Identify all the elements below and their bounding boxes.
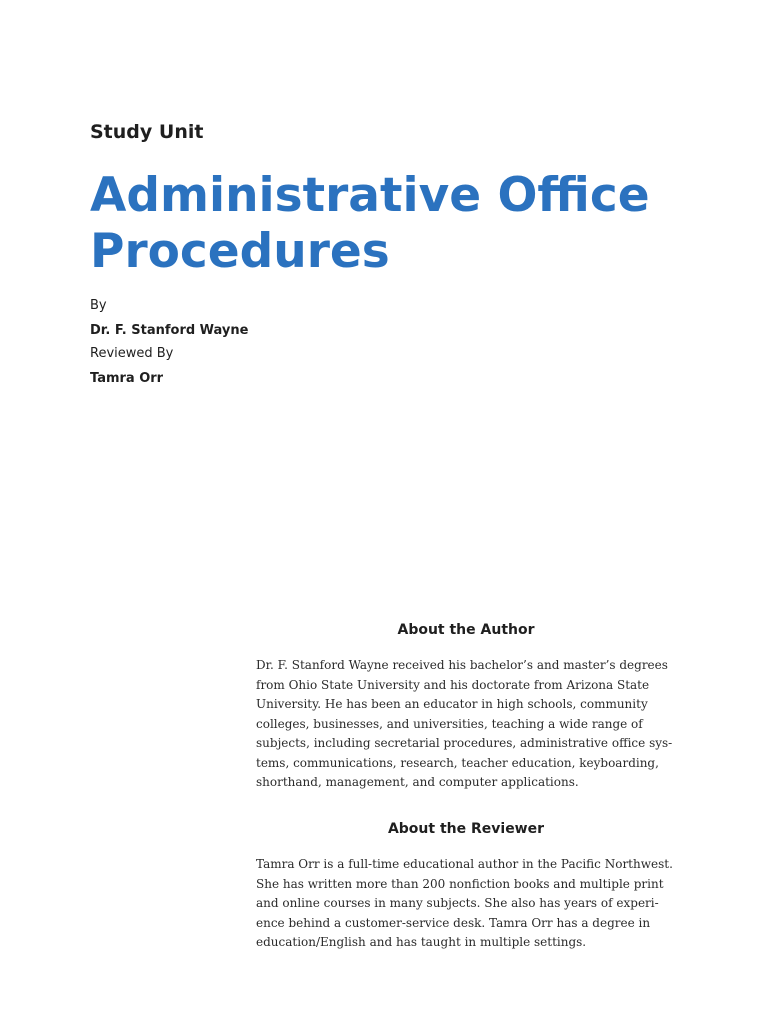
bio-line: Tamra Orr is a full-time educational author in the Pacific Northwest. xyxy=(256,857,673,871)
bio-line: from Ohio State University and his doctorate from Arizona State xyxy=(256,677,650,692)
bio-line: colleges, businesses, and universities, teaching a wide range of xyxy=(256,716,643,731)
bio-line: tems, communications, research, teacher education, keyboarding, xyxy=(256,755,659,770)
bio-line: She has written more than 200 nonfiction books and multiple print xyxy=(256,876,664,891)
title-line: Procedures xyxy=(90,224,390,279)
bio-line: education/English and has taught in multiple settings. xyxy=(256,935,587,949)
reviewer-bio xyxy=(256,855,696,953)
bio-line: and online courses in many subjects. She also has years of experi- xyxy=(256,896,659,910)
about-author-heading: About the Author xyxy=(397,622,535,638)
document-title xyxy=(90,168,750,280)
bio-line: subjects, including secretarial procedures, administrative office sys- xyxy=(256,736,673,750)
study-unit-label: Study Unit xyxy=(90,121,204,143)
reviewed-by-label: Reviewed By xyxy=(90,346,174,361)
by-label: By xyxy=(90,298,107,313)
reviewer-name: Tamra Orr xyxy=(90,371,164,386)
bio-line: ence behind a customer-service desk. Tamra Orr has a degree in xyxy=(256,915,651,930)
bio-line: University. He has been an educator in high schools, community xyxy=(256,697,648,711)
author-name: Dr. F. Stanford Wayne xyxy=(90,323,249,338)
bio-line: Dr. F. Stanford Wayne received his bachelor’s and master’s degrees xyxy=(256,658,668,672)
about-reviewer-heading: About the Reviewer xyxy=(387,821,545,837)
author-bio xyxy=(256,656,696,793)
title-line: Administrative Office xyxy=(90,168,650,223)
bio-line: shorthand, management, and computer applications. xyxy=(256,775,579,789)
